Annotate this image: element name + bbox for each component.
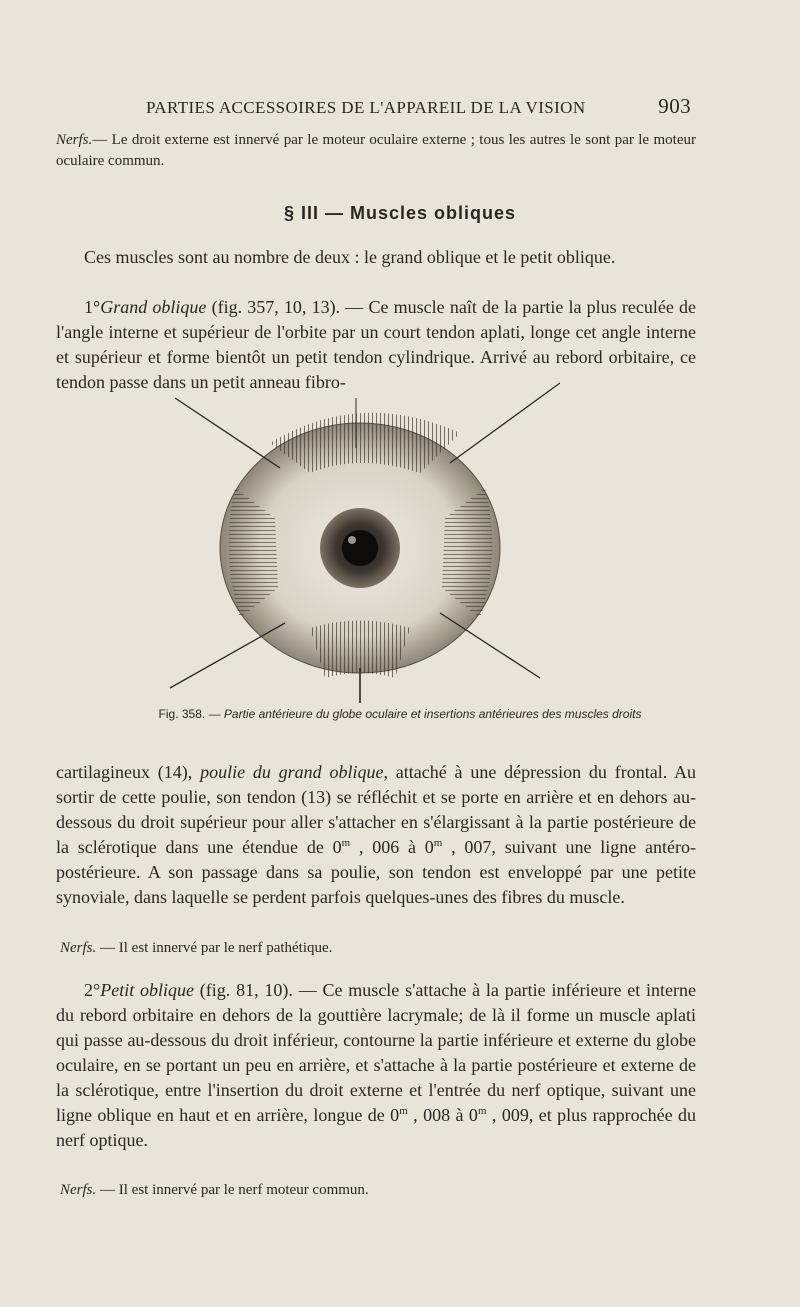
eyeball-drawing bbox=[170, 383, 560, 703]
unit-superscript: m bbox=[433, 837, 443, 849]
paragraph-text: — Il est innervé par le nerf moteur commun. bbox=[96, 1182, 369, 1198]
muscle-term: Petit oblique bbox=[100, 980, 194, 1000]
paragraph-petit-oblique bbox=[56, 978, 696, 1153]
paragraph-nerfs-grand-oblique bbox=[56, 938, 696, 959]
paragraph-text: cartilagineux (14), bbox=[56, 762, 201, 782]
item-number: 1° bbox=[84, 297, 101, 317]
poulie-term: poulie du grand oblique bbox=[200, 762, 384, 782]
running-header bbox=[146, 94, 691, 119]
paragraph-nerfs-petit-oblique bbox=[56, 1180, 696, 1201]
paragraph-nerfs-droits bbox=[56, 130, 696, 172]
paragraph-text: — Le droit externe est innervé par le moteur oculaire externe ; tous les autres le sont par le moteur oculaire commun. bbox=[56, 132, 696, 169]
eyeball-anterior-figure bbox=[160, 378, 560, 708]
nerfs-lead: Nerfs. bbox=[60, 940, 97, 956]
section-title: § III — Muscles obliques bbox=[283, 203, 517, 223]
paragraph-text: , attaché à une dépression du frontal. Au sortir de cette poulie, son tendon (13) se réfléchit et se porte en arrière et en dehors au-dessous du droit supérieur pour aller s'attacher en s'élargissant à la partie postérieure de la sclérotique dans une étendue de 0 bbox=[56, 762, 696, 857]
figure-caption bbox=[120, 706, 680, 722]
page-number: 903 bbox=[658, 94, 691, 118]
paragraph-text: (fig. 81, 10). — Ce muscle s'attache à la partie inférieure et interne du rebord orbitaire en dehors de la gouttière lacrymale; de là il forme un muscle aplati qui passe au-dessous du droit inférieur, contourne la partie inférieure et externe du globe oculaire, en se portant un peu en arrière, et s'attache à la partie postérieure et externe de la sclérotique, entre l'insertion du droit externe et l'entrée du nerf optique, suivant une ligne oblique en haut et en arrière, longue de 0 bbox=[56, 980, 697, 1125]
figure-label: Fig. 358. bbox=[158, 707, 206, 721]
unit-superscript: m bbox=[399, 1105, 408, 1117]
figure-caption-text: — Partie antérieure du globe oculaire et insertions antérieures des muscles droits bbox=[208, 707, 642, 721]
paragraph-poulie bbox=[56, 760, 696, 910]
unit-superscript: m bbox=[341, 837, 351, 849]
paragraph-intro: Ces muscles sont au nombre de deux : le grand oblique et le petit oblique. bbox=[84, 247, 616, 267]
item-number: 2° bbox=[84, 980, 101, 1000]
unit-superscript: m bbox=[477, 1105, 487, 1117]
paragraph-text: , 006 à 0 bbox=[350, 837, 434, 857]
paragraph-text: (fig. 357, 10, 13). — Ce muscle naît de la partie la plus reculée de l'angle interne et supérieur de l'orbite par un court tendon aplati, longe cet angle interne et supérieur et forme bientôt un petit tendon cylindrique. Arrivé au rebord orbitaire, ce tendon passe dans un petit anneau fibro- bbox=[56, 297, 696, 392]
running-title: PARTIES ACCESSOIRES DE L'APPAREIL DE LA VISION bbox=[146, 98, 586, 117]
paragraph-text: , 007, suivant une ligne antéro-postérieure. A son passage dans sa poulie, son tendon est enveloppé par une petite synoviale, dans laquelle se perdent parfois quelques-unes des fibres du muscle. bbox=[56, 837, 696, 907]
paragraph-text: , 008 à 0 bbox=[407, 1105, 478, 1125]
muscle-term: Grand oblique bbox=[100, 297, 207, 317]
nerfs-lead: Nerfs. bbox=[60, 1182, 97, 1198]
paragraph-text: — Il est innervé par le nerf pathétique. bbox=[96, 940, 333, 956]
paragraph-text: , 009, et plus rapprochée du nerf optique. bbox=[56, 1105, 696, 1150]
nerfs-lead: Nerfs. bbox=[56, 132, 93, 148]
